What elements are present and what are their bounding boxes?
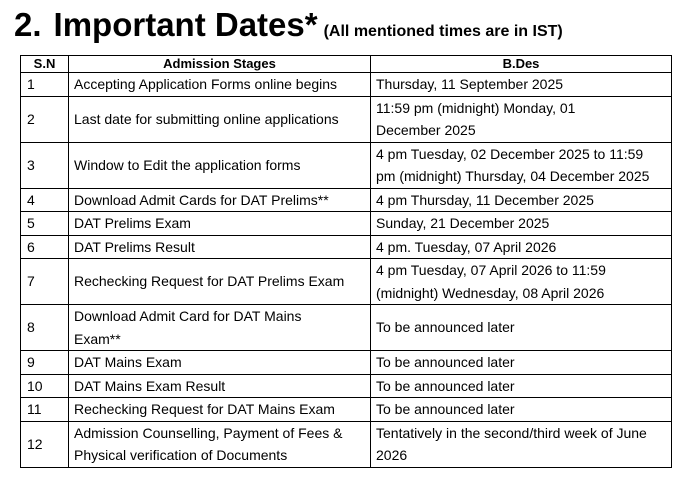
section-number: 2. [14, 6, 42, 43]
header-admission-stages: Admission Stages [69, 56, 371, 73]
row-stage: Last date for submitting online applications [69, 96, 371, 142]
row-date: 4 pm Thursday, 11 December 2025 [371, 188, 672, 212]
row-date: 4 pm Tuesday, 07 April 2026 to 11:59 (midnight) Wednesday, 08 April 2026 [371, 259, 672, 305]
header-sn: S.N [21, 56, 69, 73]
row-stage: DAT Prelims Result [69, 235, 371, 259]
table-row [21, 259, 672, 305]
section-title: Important Dates* [53, 6, 318, 43]
row-sn: 12 [21, 421, 69, 467]
row-date: To be announced later [371, 398, 672, 422]
table-row [21, 421, 672, 467]
row-date: Tentatively in the second/third week of June 2026 [371, 421, 672, 467]
row-date: 4 pm. Tuesday, 07 April 2026 [371, 235, 672, 259]
row-stage: DAT Prelims Exam [69, 212, 371, 236]
row-sn: 8 [21, 305, 69, 351]
row-date: To be announced later [371, 374, 672, 398]
row-date: 4 pm Tuesday, 02 December 2025 to 11:59 pm (midnight) Thursday, 04 December 2025 [371, 142, 672, 188]
row-date: To be announced later [371, 305, 672, 351]
row-sn: 4 [21, 188, 69, 212]
row-sn: 3 [21, 142, 69, 188]
row-stage: Rechecking Request for DAT Mains Exam [69, 398, 371, 422]
table-row [21, 73, 672, 97]
row-sn: 7 [21, 259, 69, 305]
table-row [21, 398, 672, 422]
table-row [21, 96, 672, 142]
important-dates-table [20, 55, 672, 468]
row-stage: Download Admit Cards for DAT Prelims** [69, 188, 371, 212]
table-row [21, 305, 672, 351]
row-sn: 6 [21, 235, 69, 259]
row-stage: DAT Mains Exam [69, 351, 371, 375]
row-sn: 11 [21, 398, 69, 422]
row-sn: 2 [21, 96, 69, 142]
table-row [21, 374, 672, 398]
table-row [21, 235, 672, 259]
row-sn: 1 [21, 73, 69, 97]
row-sn: 5 [21, 212, 69, 236]
row-stage: DAT Mains Exam Result [69, 374, 371, 398]
header-bdes: B.Des [371, 56, 672, 73]
row-sn: 9 [21, 351, 69, 375]
row-stage: Admission Counselling, Payment of Fees & Physical verification of Documents [69, 421, 371, 467]
table-header-row [21, 56, 672, 73]
row-stage: Rechecking Request for DAT Prelims Exam [69, 259, 371, 305]
row-stage: Download Admit Card for DAT Mains Exam** [69, 305, 371, 351]
row-stage: Accepting Application Forms online begins [69, 73, 371, 97]
row-date: Thursday, 11 September 2025 [371, 73, 672, 97]
section-heading [14, 6, 563, 46]
row-date: Sunday, 21 December 2025 [371, 212, 672, 236]
row-sn: 10 [21, 374, 69, 398]
table-row [21, 212, 672, 236]
table-row [21, 142, 672, 188]
table-row [21, 351, 672, 375]
row-stage: Window to Edit the application forms [69, 142, 371, 188]
row-date: To be announced later [371, 351, 672, 375]
section-note: (All mentioned times are in IST) [323, 23, 563, 40]
row-date: 11:59 pm (midnight) Monday, 01 December 2025 [371, 96, 672, 142]
table-row [21, 188, 672, 212]
